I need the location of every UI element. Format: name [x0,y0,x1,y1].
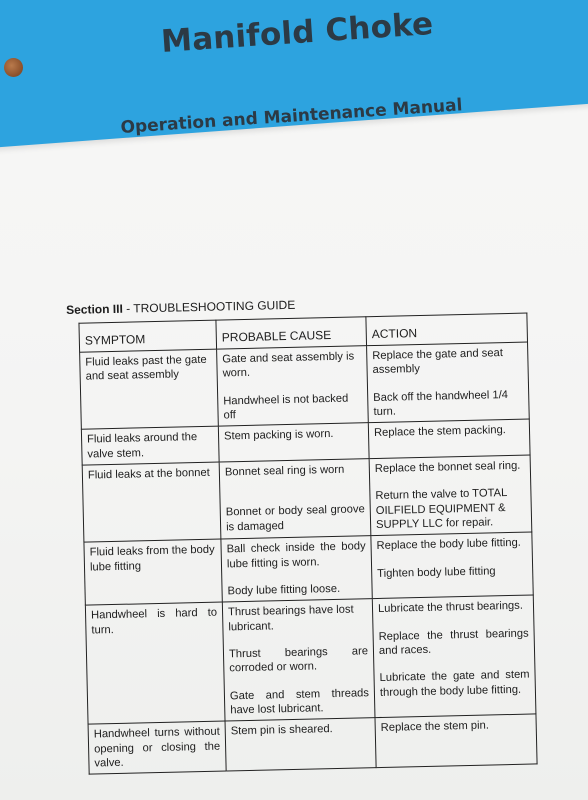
troubleshooting-table [78,313,537,775]
action-text: Replace the stem pin. [380,719,490,735]
action-text: Replace the thrust bearings and races. [378,627,529,657]
cause-text: Gate and seat assembly is worn. [222,350,355,380]
symptom-text: Handwheel is hard to turn. [90,606,218,637]
symptom-text: Fluid leaks past the gate and seat assembly [85,353,207,383]
action-cell [368,419,530,458]
action-cell [367,342,530,423]
table-row [82,455,532,542]
table-row [85,595,536,724]
symptom-text: Fluid leaks from the body lube fitting [89,543,215,574]
cause-cell [222,599,375,721]
manual-subtitle: Operation and Maintenance Manual [120,95,463,138]
action-cell [375,714,537,768]
action-text: Back off the handwheel 1/4 turn. [373,388,509,419]
action-text: Return the valve to TOTAL OILFIELD EQUIPMENT & SUPPLY LLC for repair. [375,487,507,531]
header-symptom: SYMPTOM [79,320,217,352]
cause-text: Stem packing is worn. [223,428,334,443]
symptom-text: Fluid leaks at the bonnet [87,466,210,482]
cause-text: Gate and stem threads have lost lubricant. [229,686,370,717]
troubleshooting-section [66,292,541,775]
header-action: ACTION [366,313,528,346]
cause-cell [219,459,371,540]
cause-text: Bonnet seal ring is worn [224,463,345,479]
action-cell [371,532,533,599]
action-text: Replace the bonnet seal ring. [374,459,521,476]
action-cell [372,595,536,718]
cause-cell [221,536,372,602]
symptom-text: Fluid leaks around the valve stem. [86,431,198,461]
cause-text: Thrust bearings are corroded or worn. [228,645,369,675]
cause-text: Thrust bearings have lost lubricant. [227,603,354,633]
symptom-cell [85,602,225,724]
cause-text: Ball check inside the body lube fitting is worn. [226,540,366,571]
header-probable-cause: PROBABLE CAUSE [216,317,367,349]
section-label: Section III [66,301,123,317]
table-row [84,532,533,605]
action-text: Lubricate the gate and stem through the body lube fitting. [379,668,530,699]
cause-text: Bonnet or body seal groove is damaged [225,503,365,534]
action-text: Replace the stem packing. [373,424,506,440]
symptom-cell [80,349,219,429]
cause-cell [225,718,376,771]
action-text: Lubricate the thrust bearings. [377,599,524,616]
table-row [88,714,537,774]
section-name: TROUBLESHOOTING GUIDE [133,297,296,316]
cause-text: Stem pin is sheared. [230,723,333,738]
action-text: Tighten body lube fitting [377,564,496,580]
section-separator: - [122,301,134,316]
symptom-cell [84,539,222,605]
symptom-cell [81,426,219,465]
cause-text: Handwheel is not backed off [223,392,349,422]
symptom-cell [88,721,226,774]
cause-cell [217,346,369,427]
action-text: Replace the gate and seat assembly [372,347,504,377]
manual-title: Manifold Choke [160,5,435,60]
symptom-text: Handwheel turns without opening or closing the valve. [93,725,221,770]
binder-hole [4,58,23,77]
cause-cell [218,423,369,462]
cause-text: Body lube fitting loose. [227,582,341,598]
symptom-cell [82,462,221,542]
action-cell [369,455,532,536]
table-row [80,342,530,429]
action-text: Replace the body lube fitting. [376,537,521,553]
